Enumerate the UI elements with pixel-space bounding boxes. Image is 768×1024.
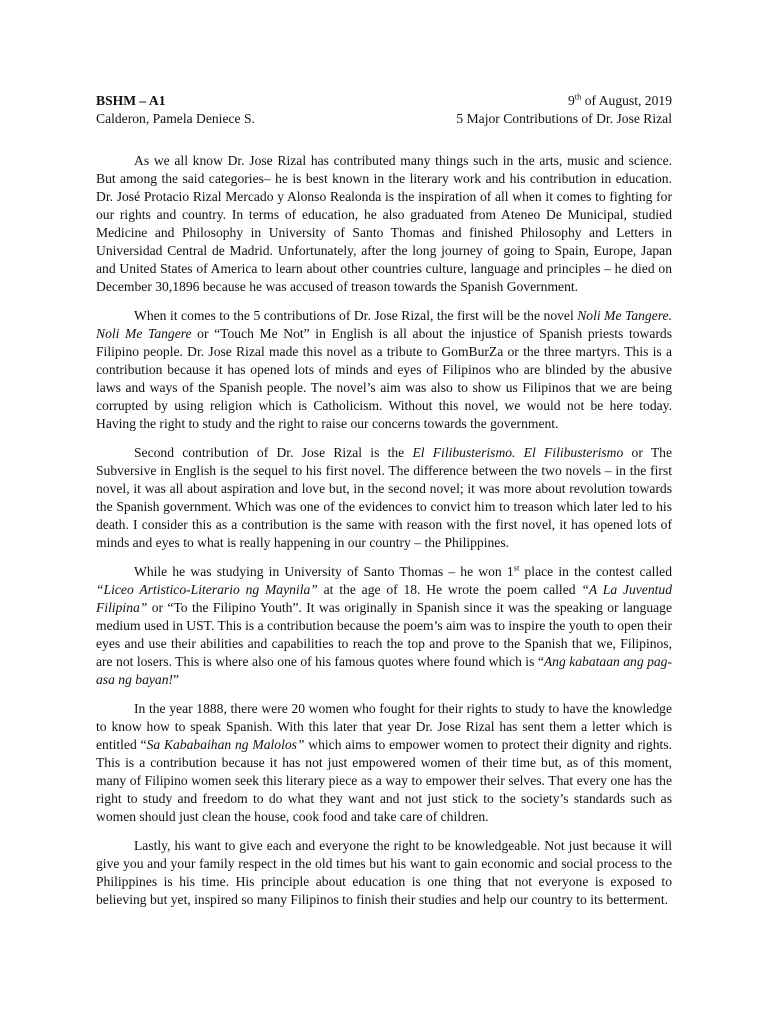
document-page	[96, 92, 672, 920]
document-header	[96, 92, 672, 128]
paragraph-2	[96, 307, 672, 433]
paragraph-1: As we all know Dr. Jose Rizal has contributed many things such in the arts, music and science. But among the said categories– he is best known in the literary work and his contribution in education. Dr. José Protacio Rizal Mercado y Alonso Realonda is the inspiration of all when it comes to fighting for our rights and country. In terms of education, he also graduated from Ateneo De Municipal, studied Medicine and Philosophy in University of Santo Thomas and finished Philosophy and Letters in Universidad Central de Madrid. Unfortunately, after the long journey of going to Spain, Europe, Japan and United States of America to learn about other countries culture, language and principles – he died on December 30,1896 because he was accused of treason towards the Spanish Government.	[96, 153, 672, 294]
novel-title-fili: El Filibusterismo. El Filibusterismo	[412, 445, 624, 460]
paragraph-6: Lastly, his want to give each and everyone the right to be knowledgeable. Not just because it will give you and your family respect in the old times but his want to gain economic and social process to the Philippines is his time. His principle about education is one thing that not everyone is exposed to believing but yet, inspired so many Filipinos to finish their studies and help our country to its betterment.	[96, 838, 672, 907]
paragraph-text: When it comes to the 5 contributions of Dr. Jose Rizal, the first will be the novel	[134, 308, 578, 323]
paragraph-3	[96, 444, 672, 552]
paragraph-text: which aims to empower women to protect their dignity and rights. This is a contribution because it has not just empowered women of their time but, as of this moment, many of Filipino women seek this literary piece as a way to empower their selves. That every one has the right to study and freedom to do what they want and not just stick to the society’s standards such as women should just clean the house, cook food and take care of children.	[96, 737, 672, 824]
contest-title: “Liceo Artistico-Literario ng Maynila”	[96, 582, 318, 597]
paragraph-text: Second contribution of Dr. Jose Rizal is the	[134, 445, 413, 460]
date-rest: of August, 2019	[581, 93, 672, 108]
paragraph-text: or The Subversive in English is the sequel to his first novel. The difference between the two novels – in the first novel, it was all about aspiration and love but, in the second novel; it was more about revolution towards the Spanish government. Which was one of the evidences to convict him to treason which later led to his death. I consider this as a contribution is the same with reason with the first novel, it has opened lots of minds and eyes to what is really happening in our country – the Philippines.	[96, 445, 672, 550]
document-body	[96, 152, 672, 909]
paragraph-text: at the age of 18. He wrote the poem called	[317, 582, 582, 597]
author-name: Calderon, Pamela Deniece S.	[96, 111, 255, 126]
letter-title: Sa Kababaihan ng Malolos”	[146, 737, 305, 752]
paragraph-text: or “To the Filipino Youth”. It was originally in Spanish since it was the speaking or language medium used in UST. This is a contribution because the poem’s aim was to inspire the youth to open their eyes and use their abilities and capabilities to reach the top and prove to the Spanish that we, Filipinos, are not losers. This is where also one of his famous quotes where found which is “	[96, 600, 672, 669]
paragraph-text: While he was studying in University of Santo Thomas – he won 1	[134, 564, 514, 579]
document-date	[456, 92, 672, 110]
paragraph-text: In the year 1888, there were 20 women who fought for their rights to study to have the knowledge to know how to speak Spanish. With this later that year Dr. Jose Rizal has sent them a letter which is entitled “	[96, 701, 672, 752]
paragraph-text: ”	[173, 672, 180, 687]
paragraph-text: or “Touch Me Not” in English is all about the injustice of Spanish priests towards Filipino people. Dr. Jose Rizal made this novel as a tribute to GomBurZa or the three martyrs. This is a contribution because it has opened lots of minds and eyes of Filipinos who are blinded by the abusive laws and ways of the Spanish people. The novel’s aim was also to show us Filipinos that we are being corrupted by using religion which is Catholicism. Without this novel, we would not be here today. Having the right to study and the right to raise our concerns towards the government.	[96, 326, 672, 431]
famous-quote: Ang kabataan ang pag-asa ng bayan!	[96, 654, 672, 687]
date-day: 9	[567, 93, 575, 108]
ordinal-suffix: st	[513, 562, 520, 573]
novel-title-noli: Noli Me Tangere. Noli Me Tangere	[96, 308, 672, 341]
paragraph-4	[96, 563, 672, 689]
course-section: BSHM – A1	[96, 93, 166, 108]
header-left	[96, 92, 255, 128]
paragraph-text: place in the contest called	[519, 564, 672, 579]
header-right	[456, 92, 672, 128]
date-suffix: th	[574, 91, 582, 102]
document-title: 5 Major Contributions of Dr. Jose Rizal	[456, 111, 672, 126]
poem-title: “A La Juventud Filipina”	[96, 582, 672, 615]
paragraph-5	[96, 700, 672, 826]
